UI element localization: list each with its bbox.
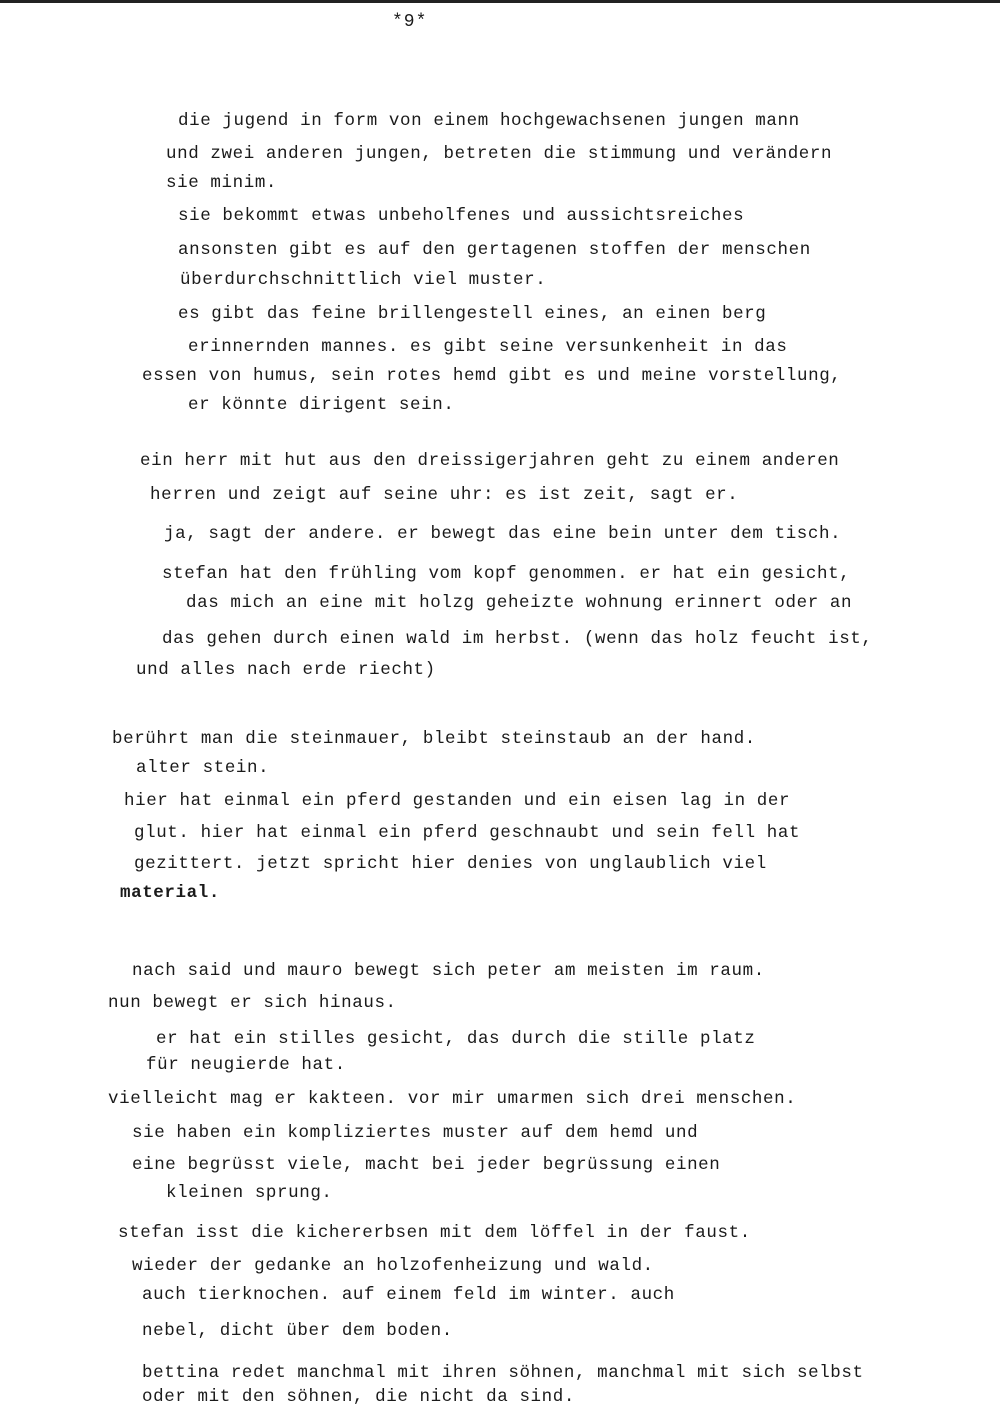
text-line: nach said und mauro bewegt sich peter am meisten im raum. (132, 961, 765, 981)
text-line: und zwei anderen jungen, betreten die stimmung und verändern (166, 144, 833, 164)
top-border-line (0, 0, 1000, 3)
page-number: *9* (392, 12, 428, 32)
text-line: gezittert. jetzt spricht hier denies von unglaublich viel (134, 854, 767, 874)
text-line: alter stein. (136, 758, 270, 778)
text-line: wieder der gedanke an holzofenheizung und wald. (132, 1256, 654, 1276)
text-line: berührt man die steinmauer, bleibt steinstaub an der hand. (112, 729, 756, 749)
text-line: nebel, dicht über dem boden. (142, 1321, 453, 1341)
text-line: ein herr mit hut aus den dreissigerjahren geht zu einem anderen (140, 451, 840, 471)
text-line: sie minim. (166, 173, 278, 193)
text-line: ja, sagt der andere. er bewegt das eine bein unter dem tisch. (164, 524, 842, 544)
text-line: kleinen sprung. (166, 1183, 333, 1203)
text-line: eine begrüsst viele, macht bei jeder begrüssung einen (132, 1155, 721, 1175)
text-line: sie bekommt etwas unbeholfenes und aussichtsreiches (178, 206, 745, 226)
text-line: herren und zeigt auf seine uhr: es ist zeit, sagt er. (150, 485, 739, 505)
text-line: für neugierde hat. (146, 1055, 346, 1075)
text-line: material. (120, 883, 220, 903)
text-line: hier hat einmal ein pferd gestanden und ein eisen lag in der (124, 791, 791, 811)
text-line: überdurchschnittlich viel muster. (180, 270, 547, 290)
text-line: glut. hier hat einmal ein pferd geschnaubt und sein fell hat (134, 823, 801, 843)
text-line: essen von humus, sein rotes hemd gibt es und meine vorstellung, (142, 366, 842, 386)
text-line: stefan hat den frühling vom kopf genommen. er hat ein gesicht, (162, 564, 851, 584)
text-line: nun bewegt er sich hinaus. (108, 993, 397, 1013)
text-line: er könnte dirigent sein. (188, 395, 455, 415)
text-line: vielleicht mag er kakteen. vor mir umarmen sich drei menschen. (108, 1089, 797, 1109)
text-line: sie haben ein kompliziertes muster auf dem hemd und (132, 1123, 699, 1143)
text-line: es gibt das feine brillengestell eines, an einen berg (178, 304, 767, 324)
text-line: auch tierknochen. auf einem feld im winter. auch (142, 1285, 675, 1305)
text-line: das mich an eine mit holzg geheizte wohnung erinnert oder an (186, 593, 853, 613)
text-line: bettina redet manchmal mit ihren söhnen, manchmal mit sich selbst (142, 1363, 864, 1383)
text-line: stefan isst die kichererbsen mit dem löffel in der faust. (118, 1223, 751, 1243)
text-line: ansonsten gibt es auf den gertagenen stoffen der menschen (178, 240, 811, 260)
text-line: das gehen durch einen wald im herbst. (wenn das holz feucht ist, (162, 629, 873, 649)
text-line: er hat ein stilles gesicht, das durch die stille platz (156, 1029, 756, 1049)
text-line: erinnernden mannes. es gibt seine versunkenheit in das (188, 337, 788, 357)
text-line: und alles nach erde riecht) (136, 660, 436, 680)
text-line: die jugend in form von einem hochgewachsenen jungen mann (178, 111, 800, 131)
text-line: oder mit den söhnen, die nicht da sind. (142, 1387, 575, 1407)
